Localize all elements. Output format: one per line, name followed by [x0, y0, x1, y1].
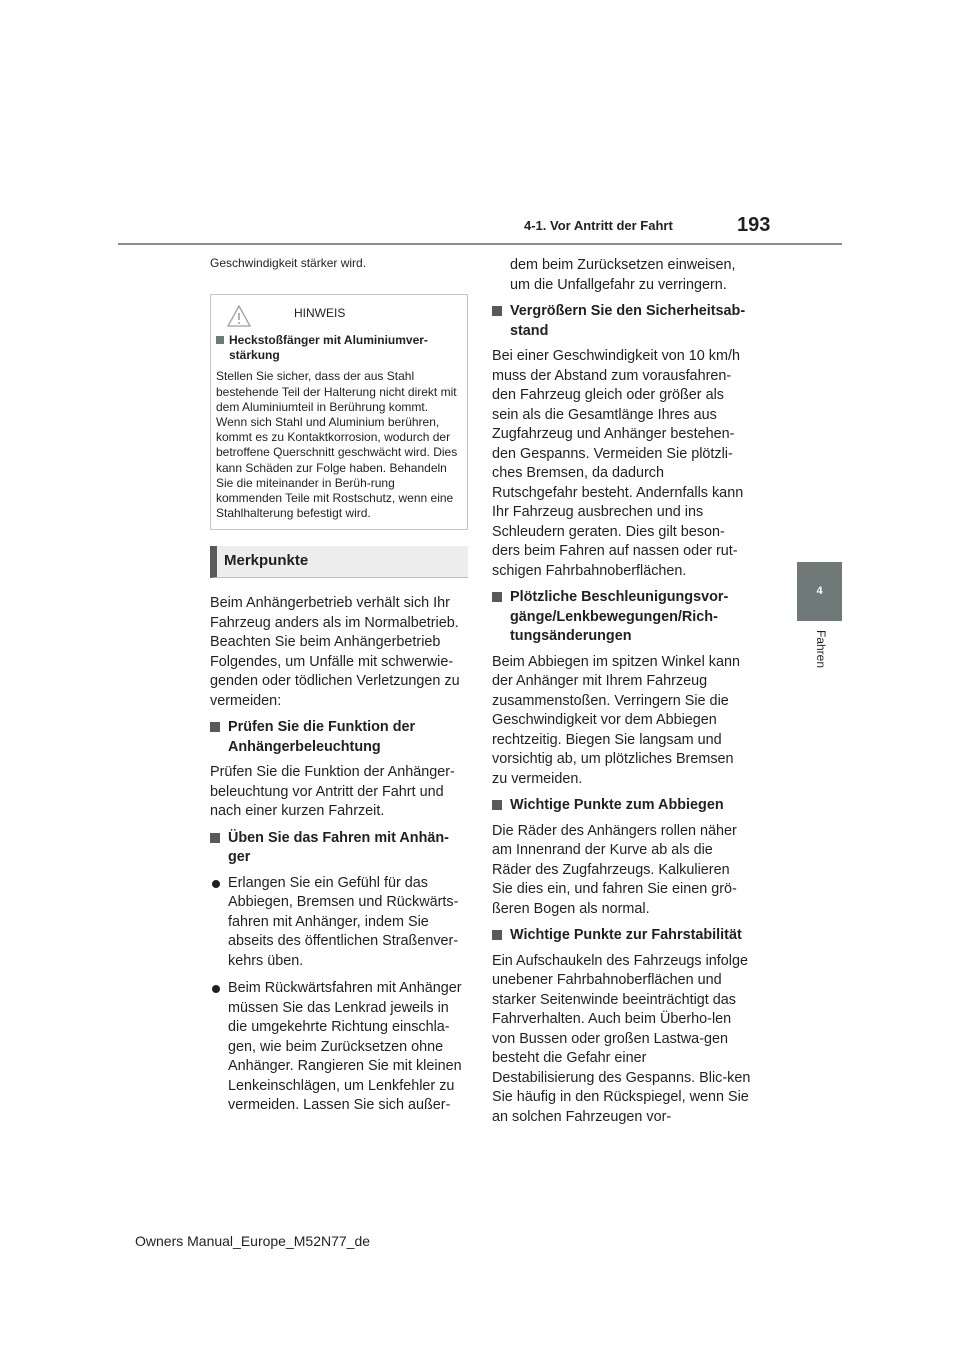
left-column [210, 256, 468, 1124]
header-divider [118, 243, 842, 245]
warning-triangle-icon [227, 305, 251, 331]
note-header [216, 303, 461, 329]
subheading: Vergrößern Sie den Sicherheitsab-stand [492, 302, 752, 341]
paragraph: Beim Abbiegen im spitzen Winkel kann der Anhänger mit Ihrem Fahrzeug zusammenstoßen. Verringern Sie die Geschwindigkeit vor dem Abbiegen rechtzeitig. Biegen Sie langsam und vorsichtig ab, um plötzliches Bremsen zu vermeiden. [492, 653, 740, 787]
note-box [210, 294, 468, 530]
right-column [492, 256, 752, 1134]
subheading: Üben Sie das Fahren mit Anhän-ger [210, 829, 468, 868]
subheading: Prüfen Sie die Funktion der Anhängerbeleuchtung [210, 718, 468, 757]
square-bullet-icon [492, 930, 502, 940]
square-bullet-icon [492, 306, 502, 316]
continued-text: dem beim Zurücksetzen einweisen, um die Unfallgefahr zu verringern. [510, 257, 736, 293]
square-bullet-icon [210, 722, 220, 732]
bullet-icon [212, 985, 220, 993]
subheading: Plötzliche Beschleunigungsvor-gänge/Lenkbewegungen/Rich-tungsänderungen [492, 588, 752, 647]
section-title: 4-1. Vor Antritt der Fahrt [524, 218, 673, 233]
chapter-tab: 4 [797, 562, 842, 621]
chapter-label: Fahren [814, 630, 828, 669]
intro-paragraph: Beim Anhängerbetrieb verhält sich Ihr Fahrzeug anders als im Normalbetrieb. Beachten Sie beim Anhängerbetrieb Folgendes, um Unfälle mit schwerwie-genden oder tödlichen Verletzungen zu vermeiden: [210, 595, 460, 709]
subheading: Wichtige Punkte zum Abbiegen [492, 796, 752, 816]
paragraph: Bei einer Geschwindigkeit von 10 km/h muss der Abstand zum vorausfahren-den Fahrzeug gleich oder größer als sein als die Gesamtlänge Ihres aus Zugfahrzeug und Anhänger bestehen-den Gespanns. Vermeiden Sie plötzli-ches Bremsen, da dadurch Rutschgefahr besteht. Andernfalls kann Ihr Fahrzeug ausbrechen und ins Schleudern geraten. Dies gilt beson-ders beim Fahren auf nassen oder rut-schigen Fahrbahnoberflächen. [492, 348, 744, 579]
note-title [216, 333, 461, 363]
footer-text: Owners Manual_Europe_M52N77_de [135, 1233, 371, 1249]
square-bullet-icon [216, 336, 224, 344]
note-title-text: Heckstoßfänger mit Aluminiumver-stärkung [229, 333, 428, 363]
square-bullet-icon [492, 800, 502, 810]
list-item: Erlangen Sie ein Gefühl für das Abbiegen, Bremsen und Rückwärts-fahren mit Anhänger, indem Sie abseits des öffentlichen Straßenver-kehrs üben. [210, 874, 468, 972]
paragraph: Prüfen Sie die Funktion der Anhänger-beleuchtung vor Antritt der Fahrt und nach einer kurzen Fahrzeit. [210, 764, 455, 820]
note-paragraph: Stellen Sie sicher, dass der aus Stahl bestehende Teil der Halterung nicht direkt mit dem Aluminiumteil in Berührung kommt. [216, 369, 457, 414]
continued-text: Geschwindigkeit stärker wird. [210, 256, 367, 270]
subheading: Wichtige Punkte zur Fahrstabilität [492, 926, 752, 946]
bullet-icon [212, 880, 220, 888]
page-number: 193 [737, 214, 771, 236]
square-bullet-icon [492, 592, 502, 602]
note-label: HINWEIS [294, 306, 346, 320]
paragraph: Die Räder des Anhängers rollen näher am Innenrand der Kurve ab als die Räder des Zugfahrzeugs. Kalkulieren Sie dies ein, und fahren Sie einen grö-ßeren Bogen als normal. [492, 822, 737, 917]
note-paragraph: Wenn sich Stahl und Aluminium berühren, kommt es zu Kontaktkorrosion, wodurch der betroffene Querschnitt geschwächt wird. Dies kann Schäden zur Folge haben. Behandeln Sie die miteinander in Berüh-rung kommenden Teile mit Rostschutz, wenn eine Stahlhalterung befestigt wird. [216, 415, 458, 521]
section-heading: Merkpunkte [210, 546, 468, 578]
square-bullet-icon [210, 833, 220, 843]
paragraph: Ein Aufschaukeln des Fahrzeugs infolge unebener Fahrbahnoberflächen und starker Seitenwinde beeinträchtigt das Fahrverhalten. Auch beim Überho-len von Bussen oder großen Lastwa-gen besteht die Gefahr einer Destabilisierung des Gespanns. Blic-ken Sie häufig in den Rückspiegel, wenn Sie an solchen Fahrzeugen vor- [492, 952, 751, 1125]
list-item: Beim Rückwärtsfahren mit Anhänger müssen Sie das Lenkrad jeweils in die umgekehrte Richtung einschla-gen, wie beim Zurücksetzen ohne Anhänger. Rangieren Sie mit kleinen Lenkeinschlägen, um Lenkfehler zu vermeiden. Lassen Sie sich außer- [210, 979, 468, 1116]
